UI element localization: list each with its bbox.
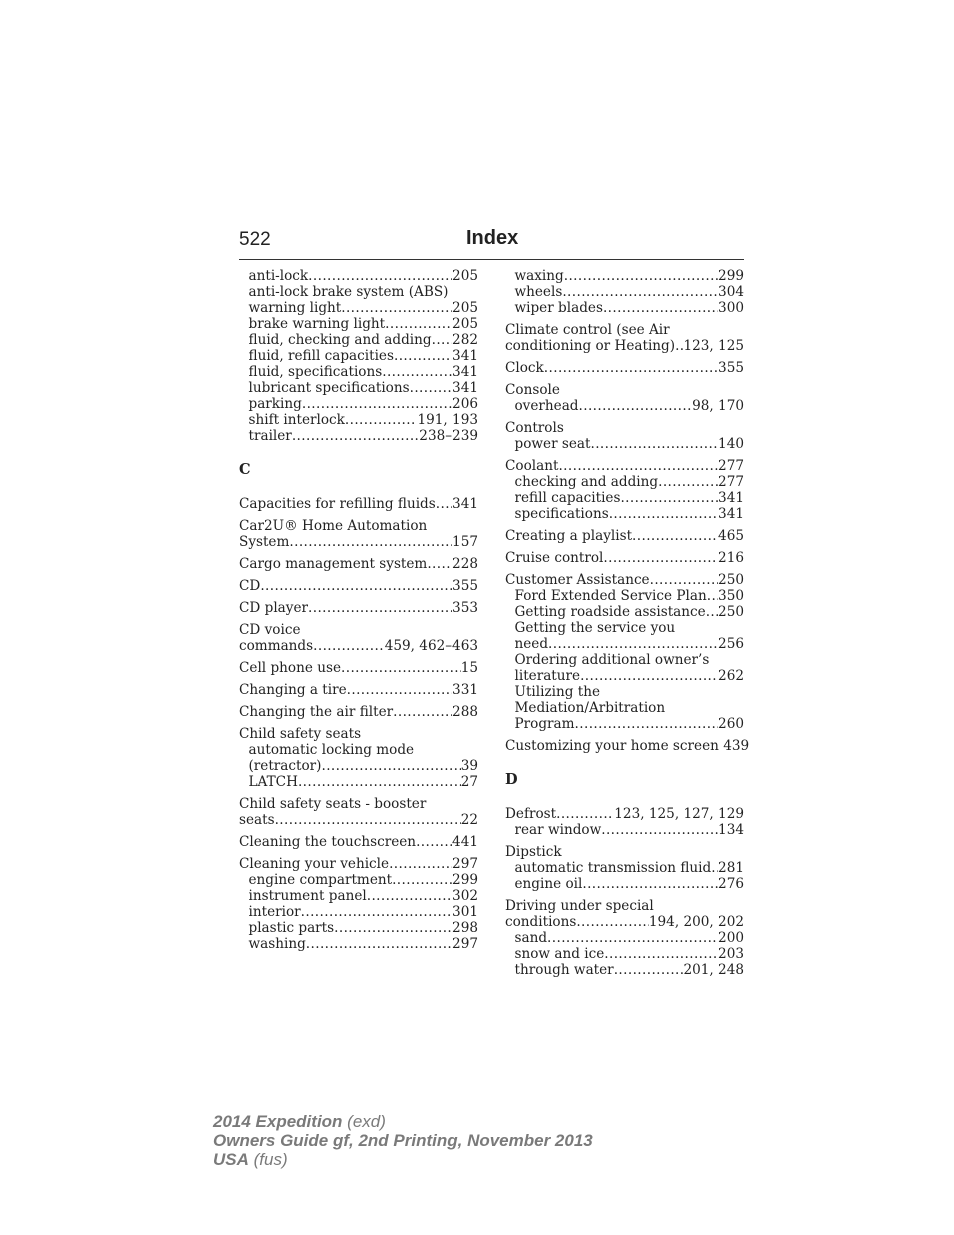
- dot-leader: [416, 834, 452, 850]
- dot-leader: [564, 268, 718, 284]
- index-subentry: [505, 268, 744, 284]
- page-number: 522: [239, 229, 271, 250]
- footer-region-code: (fus): [253, 1150, 288, 1169]
- index-subentry: [505, 604, 744, 620]
- footer-guide: Owners Guide gf, 2nd Printing, November 2013: [213, 1131, 593, 1150]
- index-subentry: [239, 428, 478, 444]
- index-entry: [505, 914, 744, 930]
- entry-term: Ford Extended Service Plan: [514, 588, 707, 604]
- entry-term: Cleaning your vehicle: [239, 856, 390, 872]
- dot-leader: [308, 268, 452, 284]
- index-entry: [505, 322, 744, 338]
- index-entry: [505, 844, 744, 860]
- index-entry: [239, 856, 478, 872]
- entry-term: engine oil: [514, 876, 583, 892]
- entry-page-ref: 201, 248: [683, 962, 744, 978]
- dot-leader: [556, 806, 614, 822]
- entry-term: Mediation/Arbitration: [514, 700, 666, 716]
- index-subentry: [505, 436, 744, 452]
- entry-term: literature: [514, 668, 581, 684]
- index-subentry: [239, 348, 478, 364]
- index-subentry: [239, 412, 478, 428]
- dot-leader: [432, 332, 452, 348]
- entry-page-ref: 281: [718, 860, 744, 876]
- footer-guide-line: [213, 1131, 593, 1150]
- entry-term: Utilizing the: [514, 684, 601, 700]
- dot-leader: [547, 930, 718, 946]
- entry-page-ref: 298: [452, 920, 478, 936]
- entry-term: Child safety seats: [239, 726, 362, 742]
- dot-leader: [302, 396, 452, 412]
- dot-leader: [334, 920, 452, 936]
- entry-term: sand: [514, 930, 548, 946]
- index-entry: [239, 834, 478, 850]
- entry-term: parking: [248, 396, 302, 412]
- entry-page-ref: 300: [718, 300, 744, 316]
- dot-leader: [650, 572, 718, 588]
- entry-term: refill capacities: [514, 490, 621, 506]
- index-subentry: [505, 700, 744, 716]
- index-column-left: [239, 268, 478, 958]
- index-subentry: [239, 742, 478, 758]
- index-entry: [239, 496, 478, 512]
- entry-page-ref: 277: [718, 474, 744, 490]
- index-entry: [239, 704, 478, 720]
- section-title: Index: [466, 227, 519, 249]
- dot-leader: [590, 436, 718, 452]
- entry-term: commands: [239, 638, 314, 654]
- index-subentry: [239, 396, 478, 412]
- index-subentry: [239, 284, 478, 300]
- entry-page-ref: 22: [460, 812, 478, 828]
- entry-term: LATCH: [248, 774, 298, 790]
- entry-page-ref: 350: [718, 588, 744, 604]
- entry-term: washing: [248, 936, 306, 952]
- entry-term: instrument panel: [248, 888, 367, 904]
- index-entry: [239, 518, 478, 534]
- entry-term: Ordering additional owner’s: [514, 652, 710, 668]
- entry-page-ref: 441: [452, 834, 478, 850]
- dot-leader: [614, 962, 684, 978]
- entry-page-ref: 297: [452, 856, 478, 872]
- entry-page-ref: 250: [718, 604, 744, 620]
- entry-page-ref: 276: [718, 876, 744, 892]
- entry-term: CD: [239, 578, 261, 594]
- entry-page-ref: 277: [718, 458, 744, 474]
- dot-leader: [301, 904, 452, 920]
- dot-leader: [436, 496, 452, 512]
- entry-term: Clock: [505, 360, 544, 376]
- dot-leader: [289, 534, 452, 550]
- entry-page-ref: 203: [718, 946, 744, 962]
- entry-page-ref: 341: [452, 380, 478, 396]
- entry-term: Dipstick: [505, 844, 562, 860]
- index-entry: [505, 360, 744, 376]
- index-subentry: [505, 684, 744, 700]
- index-subentry: [505, 860, 744, 876]
- entry-term: System: [239, 534, 290, 550]
- entry-page-ref: 123, 125: [683, 338, 744, 354]
- entry-page-ref: 355: [452, 578, 478, 594]
- entry-term: need: [514, 636, 549, 652]
- entry-term: trailer: [248, 428, 292, 444]
- dot-leader: [392, 872, 452, 888]
- index-subentry: [239, 872, 478, 888]
- index-entry: [505, 458, 744, 474]
- dot-leader: [394, 348, 452, 364]
- dot-leader: [308, 600, 452, 616]
- dot-leader: [706, 604, 718, 620]
- index-subentry: [505, 398, 744, 414]
- index-subentry: [239, 904, 478, 920]
- dot-leader: [575, 716, 719, 732]
- entry-page-ref: 205: [452, 300, 478, 316]
- entry-term: brake warning light: [248, 316, 386, 332]
- footer-model-code: (exd): [347, 1112, 386, 1131]
- dot-leader: [604, 946, 718, 962]
- index-letter-heading: D: [505, 771, 518, 788]
- footer-model-line: [213, 1112, 593, 1131]
- entry-page-ref: 157: [452, 534, 478, 550]
- dot-leader: [576, 914, 649, 930]
- entry-term: Changing the air filter: [239, 704, 394, 720]
- dot-leader: [609, 506, 718, 522]
- entry-term: automatic locking mode: [248, 742, 415, 758]
- entry-term: Getting roadside assistance: [514, 604, 706, 620]
- entry-term: wheels: [514, 284, 563, 300]
- entry-term: waxing: [514, 268, 564, 284]
- index-subentry: [239, 758, 478, 774]
- entry-term: Car2U® Home Automation: [239, 518, 428, 534]
- entry-term: shift interlock: [248, 412, 345, 428]
- index-entry: [505, 338, 744, 354]
- entry-term: plastic parts: [248, 920, 335, 936]
- dot-leader: [601, 822, 718, 838]
- entry-page-ref: 260: [718, 716, 744, 732]
- dot-leader: [707, 588, 718, 604]
- index-entry: [239, 534, 478, 550]
- dot-leader: [321, 758, 460, 774]
- entry-term: anti-lock: [248, 268, 309, 284]
- entry-term: Program: [514, 716, 575, 732]
- entry-page-ref: 262: [718, 668, 744, 684]
- dot-leader: [544, 360, 718, 376]
- index-entry: [239, 600, 478, 616]
- entry-page-ref: 228: [452, 556, 478, 572]
- dot-leader: [427, 556, 452, 572]
- entry-page-ref: 341: [452, 364, 478, 380]
- entry-term: Capacities for refilling fluids: [239, 496, 436, 512]
- index-subentry: [239, 888, 478, 904]
- entry-term: fluid, specifications: [248, 364, 383, 380]
- entry-term: Customer Assistance: [505, 572, 650, 588]
- entry-term: interior: [248, 904, 301, 920]
- entry-page-ref: 15: [460, 660, 478, 676]
- index-subentry: [505, 300, 744, 316]
- index-entry: [239, 660, 478, 676]
- entry-term: CD voice: [239, 622, 301, 638]
- dot-leader: [306, 936, 452, 952]
- entry-term: lubricant specifications: [248, 380, 410, 396]
- index-subentry: [505, 490, 744, 506]
- entry-page-ref: 238–239: [419, 428, 478, 444]
- footer-region: USA: [213, 1150, 249, 1169]
- entry-term: snow and ice: [514, 946, 605, 962]
- entry-term: automatic transmission fluid: [514, 860, 712, 876]
- entry-term: rear window: [514, 822, 602, 838]
- entry-page-ref: 216: [718, 550, 744, 566]
- entry-term: engine compartment: [248, 872, 393, 888]
- entry-page-ref: 206: [452, 396, 478, 412]
- index-subentry: [239, 364, 478, 380]
- entry-page-ref: 341: [452, 348, 478, 364]
- index-subentry: [239, 316, 478, 332]
- entry-term: Climate control (see Air: [505, 322, 670, 338]
- page-header: [239, 229, 744, 260]
- index-subentry: [505, 474, 744, 490]
- index-subentry: [505, 946, 744, 962]
- entry-page-ref: 200: [718, 930, 744, 946]
- dot-leader: [347, 682, 452, 698]
- entry-page-ref: 341: [718, 506, 744, 522]
- entry-term: checking and adding: [514, 474, 659, 490]
- index-entry: [505, 550, 744, 566]
- index-entry: [239, 812, 478, 828]
- entry-page-ref: 140: [718, 436, 744, 452]
- entry-page-ref: 282: [452, 332, 478, 348]
- index-entry: [239, 556, 478, 572]
- index-subentry: [505, 822, 744, 838]
- index-entry: [505, 420, 744, 436]
- index-subentry: [505, 716, 744, 732]
- index-entry: [239, 638, 478, 654]
- index-entry: [239, 682, 478, 698]
- index-entry: [505, 898, 744, 914]
- index-column-right: [505, 268, 750, 984]
- entry-page-ref: 341: [718, 490, 744, 506]
- entry-term: Creating a playlist: [505, 528, 633, 544]
- entry-term: Console: [505, 382, 560, 398]
- dot-leader: [620, 490, 718, 506]
- index-subentry: [505, 652, 744, 668]
- index-subentry: [239, 774, 478, 790]
- dot-leader: [711, 860, 718, 876]
- entry-term: fluid, refill capacities: [248, 348, 394, 364]
- index-subentry: [239, 920, 478, 936]
- entry-term: warning light: [248, 300, 342, 316]
- index-subentry: [505, 636, 744, 652]
- dot-leader: [389, 856, 452, 872]
- entry-page-ref: 205: [452, 268, 478, 284]
- dot-leader: [341, 300, 452, 316]
- index-subentry: [505, 506, 744, 522]
- dot-leader: [603, 300, 718, 316]
- entry-term: through water: [514, 962, 614, 978]
- dot-leader: [260, 578, 452, 594]
- index-entry: [505, 528, 744, 544]
- index-entry: [505, 572, 744, 588]
- dot-leader: [548, 636, 718, 652]
- entry-page-ref: 134: [718, 822, 744, 838]
- index-letter-heading: C: [239, 461, 251, 478]
- entry-page-ref: 98, 170: [692, 398, 744, 414]
- entry-term: Coolant: [505, 458, 559, 474]
- entry-page-ref: 205: [452, 316, 478, 332]
- entry-page-ref: 39: [460, 758, 478, 774]
- entry-term: seats: [239, 812, 275, 828]
- entry-term: Driving under special: [505, 898, 654, 914]
- entry-page-ref: 288: [452, 704, 478, 720]
- entry-term: specifications: [514, 506, 609, 522]
- dot-leader: [345, 412, 418, 428]
- index-subentry: [505, 668, 744, 684]
- dot-leader: [410, 380, 452, 396]
- entry-page-ref: 256: [718, 636, 744, 652]
- index-entry: [505, 382, 744, 398]
- index-subentry: [239, 300, 478, 316]
- index-subentry: [505, 588, 744, 604]
- index-subentry: [505, 962, 744, 978]
- entry-page-ref: 250: [718, 572, 744, 588]
- index-subentry: [239, 332, 478, 348]
- entry-page-ref: 304: [718, 284, 744, 300]
- dot-leader: [313, 638, 385, 654]
- entry-term: power seat: [514, 436, 591, 452]
- entry-term: Cargo management system: [239, 556, 428, 572]
- entry-page-ref: 353: [452, 600, 478, 616]
- entry-term: anti-lock brake system (ABS): [248, 284, 449, 300]
- index-entry: [239, 622, 478, 638]
- dot-leader: [558, 458, 718, 474]
- dot-leader: [298, 774, 461, 790]
- dot-leader: [675, 338, 683, 354]
- index-subentry: [239, 936, 478, 952]
- entry-term: wiper blades: [514, 300, 603, 316]
- index-entry: [239, 726, 478, 742]
- entry-term: Getting the service you: [514, 620, 676, 636]
- index-subentry: [505, 876, 744, 892]
- entry-page-ref: 459, 462–463: [384, 638, 478, 654]
- entry-term: fluid, checking and adding: [248, 332, 432, 348]
- entry-term: Customizing your home screen 439: [505, 738, 750, 754]
- index-entry: [505, 738, 750, 754]
- entry-term: Defrost: [505, 806, 557, 822]
- index-subentry: [505, 930, 744, 946]
- dot-leader: [292, 428, 419, 444]
- index-entry: [239, 578, 478, 594]
- dot-leader: [603, 550, 718, 566]
- dot-leader: [275, 812, 461, 828]
- dot-leader: [632, 528, 718, 544]
- dot-leader: [385, 316, 452, 332]
- dot-leader: [582, 876, 718, 892]
- dot-leader: [580, 668, 718, 684]
- dot-leader: [562, 284, 718, 300]
- index-subentry: [239, 380, 478, 396]
- entry-page-ref: 341: [452, 496, 478, 512]
- entry-term: Changing a tire: [239, 682, 347, 698]
- entry-term: conditioning or Heating): [505, 338, 676, 354]
- entry-page-ref: 465: [718, 528, 744, 544]
- entry-page-ref: 27: [460, 774, 478, 790]
- index-subentry: [239, 268, 478, 284]
- entry-page-ref: 331: [452, 682, 478, 698]
- entry-term: Controls: [505, 420, 564, 436]
- footer-model: 2014 Expedition: [213, 1112, 343, 1131]
- entry-term: Cell phone use: [239, 660, 341, 676]
- entry-page-ref: 299: [452, 872, 478, 888]
- dot-leader: [393, 704, 452, 720]
- dot-leader: [382, 364, 452, 380]
- entry-page-ref: 194, 200, 202: [648, 914, 744, 930]
- index-entry: [505, 806, 744, 822]
- entry-term: Cruise control: [505, 550, 604, 566]
- entry-term: overhead: [514, 398, 579, 414]
- dot-leader: [367, 888, 452, 904]
- entry-page-ref: 297: [452, 936, 478, 952]
- dot-leader: [658, 474, 718, 490]
- index-entry: [239, 796, 478, 812]
- dot-leader: [579, 398, 693, 414]
- index-subentry: [505, 620, 744, 636]
- entry-term: Cleaning the touchscreen: [239, 834, 417, 850]
- entry-page-ref: 191, 193: [417, 412, 478, 428]
- page-footer: [213, 1112, 593, 1169]
- entry-term: Child safety seats - booster: [239, 796, 427, 812]
- entry-term: conditions: [505, 914, 577, 930]
- entry-page-ref: 355: [718, 360, 744, 376]
- index-subentry: [505, 284, 744, 300]
- entry-term: (retractor): [248, 758, 322, 774]
- dot-leader: [341, 660, 461, 676]
- entry-page-ref: 302: [452, 888, 478, 904]
- entry-page-ref: 123, 125, 127, 129: [614, 806, 744, 822]
- entry-page-ref: 299: [718, 268, 744, 284]
- footer-region-line: [213, 1150, 593, 1169]
- entry-term: CD player: [239, 600, 308, 616]
- entry-page-ref: 301: [452, 904, 478, 920]
